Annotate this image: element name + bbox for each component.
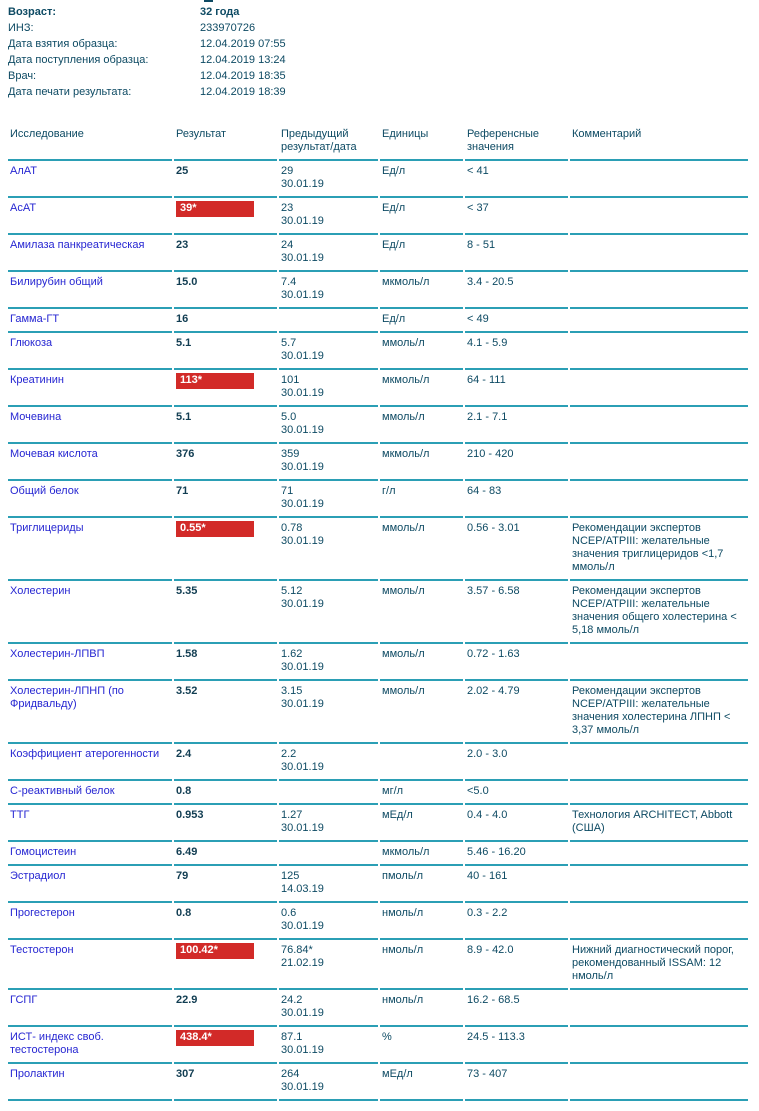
test-result: 25 [174, 161, 277, 198]
table-row [8, 744, 748, 781]
meta-row [8, 6, 749, 22]
reference-values: 3.57 - 6.58 [465, 581, 568, 644]
units: ммоль/л [380, 518, 463, 581]
test-name: Коэффициент атерогенности [8, 744, 172, 781]
previous-result-value: 24.2 [281, 994, 303, 1006]
previous-result [279, 581, 378, 644]
table-row [8, 940, 748, 990]
previous-result [279, 235, 378, 272]
test-name: Холестерин-ЛПВП [8, 644, 172, 681]
out-of-range-flag: 39* [176, 201, 254, 217]
test-name: Креатинин [8, 370, 172, 407]
meta-label: Возраст: [8, 6, 56, 18]
table-row [8, 370, 748, 407]
previous-result-value: 76.84* [281, 944, 313, 956]
meta-value: 12.04.2019 18:39 [200, 86, 286, 98]
units: Ед/л [380, 309, 463, 333]
comment [570, 235, 748, 272]
table-row [8, 681, 748, 744]
test-name: С-реактивный белок [8, 781, 172, 805]
previous-result [279, 481, 378, 518]
out-of-range-flag: 113* [176, 373, 254, 389]
previous-result-date: 30.01.19 [281, 535, 324, 547]
table-row [8, 903, 748, 940]
meta-value: 233970726 [200, 22, 256, 34]
previous-result [279, 444, 378, 481]
table-row [8, 781, 748, 805]
table-row [8, 444, 748, 481]
previous-result-date: 30.01.19 [281, 215, 324, 227]
comment [570, 272, 748, 309]
previous-result-date: 30.01.19 [281, 178, 324, 190]
comment [570, 370, 748, 407]
out-of-range-flag: 438.4* [176, 1030, 254, 1046]
previous-result [279, 681, 378, 744]
previous-result [279, 198, 378, 235]
previous-result-value: 101 [281, 374, 300, 386]
meta-row [8, 70, 749, 86]
comment: Рекомендации экспертов NCEP/ATPIII: желательные значения триглицеридов <1,7 ммоль/л [570, 518, 748, 581]
comment [570, 481, 748, 518]
test-name: Триглицериды [8, 518, 172, 581]
test-result [174, 198, 277, 235]
reference-values: 3.4 - 20.5 [465, 272, 568, 309]
previous-result [279, 990, 378, 1027]
comment [570, 198, 748, 235]
previous-result-value: 87.1 [281, 1031, 303, 1043]
previous-result [279, 644, 378, 681]
reference-values: 24.5 - 113.3 [465, 1027, 568, 1064]
previous-result-date: 30.01.19 [281, 424, 324, 436]
reference-values: 4.1 - 5.9 [465, 333, 568, 370]
previous-result-value: 71 [281, 485, 294, 497]
table-row [8, 235, 748, 272]
clipped-text-artifact [204, 0, 213, 2]
previous-result-value: 359 [281, 448, 300, 460]
table-row [8, 518, 748, 581]
test-result: 0.953 [174, 805, 277, 842]
units: мЕд/л [380, 805, 463, 842]
previous-result [279, 940, 378, 990]
test-name: ИСТ- индекс своб. тестостерона [8, 1027, 172, 1064]
reference-values: 8 - 51 [465, 235, 568, 272]
reference-values: 8.9 - 42.0 [465, 940, 568, 990]
column-header: Исследование [8, 126, 172, 161]
previous-result-value: 29 [281, 165, 294, 177]
meta-value: 32 года [200, 6, 240, 18]
previous-result [279, 309, 378, 333]
comment: Рекомендации экспертов NCEP/ATPIII: желательные значения общего холестерина < 5,18 ммоль/л [570, 581, 748, 644]
table-row [8, 161, 748, 198]
meta-row [8, 38, 749, 54]
column-header: Предыдущий результат/дата [279, 126, 378, 161]
reference-values: 64 - 83 [465, 481, 568, 518]
units: % [380, 1027, 463, 1064]
units: мкмоль/л [380, 272, 463, 309]
previous-result-value: 5.12 [281, 585, 303, 597]
results-table [6, 126, 750, 1101]
test-name: ТТГ [8, 805, 172, 842]
column-header: Результат [174, 126, 277, 161]
previous-result-value: 1.62 [281, 648, 303, 660]
results-table-body [8, 161, 748, 1101]
previous-result-date: 30.01.19 [281, 822, 324, 834]
previous-result-date: 30.01.19 [281, 289, 324, 301]
previous-result-date: 30.01.19 [281, 498, 324, 510]
previous-result-value: 0.6 [281, 907, 297, 919]
meta-row [8, 54, 749, 70]
meta-value: 12.04.2019 07:55 [200, 38, 286, 50]
previous-result-value: 24 [281, 239, 294, 251]
test-result: 15.0 [174, 272, 277, 309]
reference-values: < 49 [465, 309, 568, 333]
units: пмоль/л [380, 866, 463, 903]
previous-result [279, 805, 378, 842]
previous-result-date: 30.01.19 [281, 661, 324, 673]
column-header: Комментарий [570, 126, 748, 161]
meta-value: 12.04.2019 18:35 [200, 70, 286, 82]
reference-values: 0.4 - 4.0 [465, 805, 568, 842]
test-result: 6.49 [174, 842, 277, 866]
comment [570, 407, 748, 444]
table-row [8, 842, 748, 866]
comment [570, 903, 748, 940]
test-name: Тестостерон [8, 940, 172, 990]
previous-result-date: 30.01.19 [281, 598, 324, 610]
previous-result-value: 264 [281, 1068, 300, 1080]
previous-result [279, 272, 378, 309]
test-name: Гомоцистеин [8, 842, 172, 866]
meta-label: Дата поступления образца: [8, 54, 149, 66]
test-name: Мочевина [8, 407, 172, 444]
test-result [174, 1027, 277, 1064]
previous-result [279, 842, 378, 866]
test-result: 5.1 [174, 333, 277, 370]
test-result: 2.4 [174, 744, 277, 781]
previous-result [279, 407, 378, 444]
test-result: 0.8 [174, 781, 277, 805]
previous-result-date: 30.01.19 [281, 1044, 324, 1056]
previous-result [279, 866, 378, 903]
previous-result-value: 5.0 [281, 411, 297, 423]
units: г/л [380, 481, 463, 518]
table-row [8, 644, 748, 681]
test-result: 16 [174, 309, 277, 333]
previous-result [279, 781, 378, 805]
table-header-row [8, 126, 748, 161]
test-name: Эстрадиол [8, 866, 172, 903]
meta-label: Дата печати результата: [8, 86, 132, 98]
test-name: Пролактин [8, 1064, 172, 1101]
meta-label: Врач: [8, 70, 37, 82]
units: Ед/л [380, 161, 463, 198]
test-name: Билирубин общий [8, 272, 172, 309]
test-result: 307 [174, 1064, 277, 1101]
comment: Нижний диагностический порог, рекомендованный ISSAM: 12 нмоль/л [570, 940, 748, 990]
reference-values: 2.1 - 7.1 [465, 407, 568, 444]
reference-values: 40 - 161 [465, 866, 568, 903]
units: Ед/л [380, 235, 463, 272]
reference-values: < 37 [465, 198, 568, 235]
units [380, 744, 463, 781]
previous-result-date: 30.01.19 [281, 698, 324, 710]
reference-values: 2.02 - 4.79 [465, 681, 568, 744]
test-name: Глюкоза [8, 333, 172, 370]
test-name: Холестерин-ЛПНП (по Фридвальду) [8, 681, 172, 744]
previous-result-date: 30.01.19 [281, 350, 324, 362]
previous-result-value: 0.78 [281, 522, 303, 534]
test-name: Амилаза панкреатическая [8, 235, 172, 272]
patient-meta-section [8, 6, 749, 102]
table-row [8, 272, 748, 309]
previous-result-value: 5.7 [281, 337, 297, 349]
reference-values: 73 - 407 [465, 1064, 568, 1101]
comment: Рекомендации экспертов NCEP/ATPIII: желательные значения холестерина ЛПНП < 3,37 ммоль/л [570, 681, 748, 744]
table-row [8, 198, 748, 235]
test-result: 71 [174, 481, 277, 518]
reference-values: <5.0 [465, 781, 568, 805]
table-row [8, 581, 748, 644]
reference-values: 0.72 - 1.63 [465, 644, 568, 681]
previous-result-date: 14.03.19 [281, 883, 324, 895]
units: ммоль/л [380, 333, 463, 370]
comment [570, 990, 748, 1027]
table-row [8, 1027, 748, 1064]
previous-result [279, 518, 378, 581]
comment [570, 842, 748, 866]
previous-result-value: 1.27 [281, 809, 303, 821]
out-of-range-flag: 100.42* [176, 943, 254, 959]
reference-values: 5.46 - 16.20 [465, 842, 568, 866]
comment: Технология ARCHITECT, Abbott (США) [570, 805, 748, 842]
previous-result-value: 2.2 [281, 748, 297, 760]
units: мг/л [380, 781, 463, 805]
previous-result-value: 3.15 [281, 685, 303, 697]
comment [570, 1027, 748, 1064]
comment [570, 161, 748, 198]
units: мкмоль/л [380, 842, 463, 866]
previous-result-date: 30.01.19 [281, 1081, 324, 1093]
previous-result-value: 7.4 [281, 276, 297, 288]
table-row [8, 990, 748, 1027]
meta-label: ИНЗ: [8, 22, 34, 34]
meta-row [8, 86, 749, 102]
test-name: Гамма-ГТ [8, 309, 172, 333]
test-result: 3.52 [174, 681, 277, 744]
test-result [174, 940, 277, 990]
test-name: Холестерин [8, 581, 172, 644]
test-name: ГСПГ [8, 990, 172, 1027]
test-result: 376 [174, 444, 277, 481]
reference-values: 210 - 420 [465, 444, 568, 481]
previous-result-date: 30.01.19 [281, 920, 324, 932]
units: нмоль/л [380, 940, 463, 990]
test-result [174, 370, 277, 407]
units: нмоль/л [380, 903, 463, 940]
table-row [8, 866, 748, 903]
meta-row [8, 22, 749, 38]
comment [570, 333, 748, 370]
table-row [8, 309, 748, 333]
column-header: Единицы [380, 126, 463, 161]
previous-result-date: 30.01.19 [281, 387, 324, 399]
test-name: Мочевая кислота [8, 444, 172, 481]
test-result: 5.1 [174, 407, 277, 444]
previous-result [279, 370, 378, 407]
table-row [8, 407, 748, 444]
units: нмоль/л [380, 990, 463, 1027]
previous-result [279, 903, 378, 940]
test-result: 0.8 [174, 903, 277, 940]
reference-values: 0.56 - 3.01 [465, 518, 568, 581]
test-result: 23 [174, 235, 277, 272]
test-name: АсАТ [8, 198, 172, 235]
test-result: 79 [174, 866, 277, 903]
previous-result [279, 333, 378, 370]
units: ммоль/л [380, 644, 463, 681]
comment [570, 866, 748, 903]
units: ммоль/л [380, 581, 463, 644]
comment [570, 644, 748, 681]
comment [570, 309, 748, 333]
previous-result-value: 23 [281, 202, 294, 214]
previous-result-date: 21.02.19 [281, 957, 324, 969]
table-row [8, 805, 748, 842]
previous-result [279, 1027, 378, 1064]
test-name: АлАТ [8, 161, 172, 198]
test-name: Общий белок [8, 481, 172, 518]
previous-result-date: 30.01.19 [281, 461, 324, 473]
previous-result-date: 30.01.19 [281, 252, 324, 264]
previous-result-date: 30.01.19 [281, 1007, 324, 1019]
previous-result-value: 125 [281, 870, 300, 882]
test-name: Прогестерон [8, 903, 172, 940]
units: ммоль/л [380, 407, 463, 444]
previous-result [279, 744, 378, 781]
table-row [8, 333, 748, 370]
reference-values: 2.0 - 3.0 [465, 744, 568, 781]
comment [570, 744, 748, 781]
units: мкмоль/л [380, 444, 463, 481]
meta-label: Дата взятия образца: [8, 38, 118, 50]
test-result: 5.35 [174, 581, 277, 644]
comment [570, 781, 748, 805]
reference-values: 16.2 - 68.5 [465, 990, 568, 1027]
table-row [8, 481, 748, 518]
reference-values: 64 - 111 [465, 370, 568, 407]
reference-values: < 41 [465, 161, 568, 198]
units: мкмоль/л [380, 370, 463, 407]
test-result: 1.58 [174, 644, 277, 681]
meta-value: 12.04.2019 13:24 [200, 54, 286, 66]
out-of-range-flag: 0.55* [176, 521, 254, 537]
table-row [8, 1064, 748, 1101]
comment [570, 1064, 748, 1101]
previous-result [279, 161, 378, 198]
comment [570, 444, 748, 481]
units: Ед/л [380, 198, 463, 235]
previous-result [279, 1064, 378, 1101]
test-result [174, 518, 277, 581]
test-result: 22.9 [174, 990, 277, 1027]
units: мЕд/л [380, 1064, 463, 1101]
reference-values: 0.3 - 2.2 [465, 903, 568, 940]
previous-result-date: 30.01.19 [281, 761, 324, 773]
units: ммоль/л [380, 681, 463, 744]
column-header: Референсные значения [465, 126, 568, 161]
